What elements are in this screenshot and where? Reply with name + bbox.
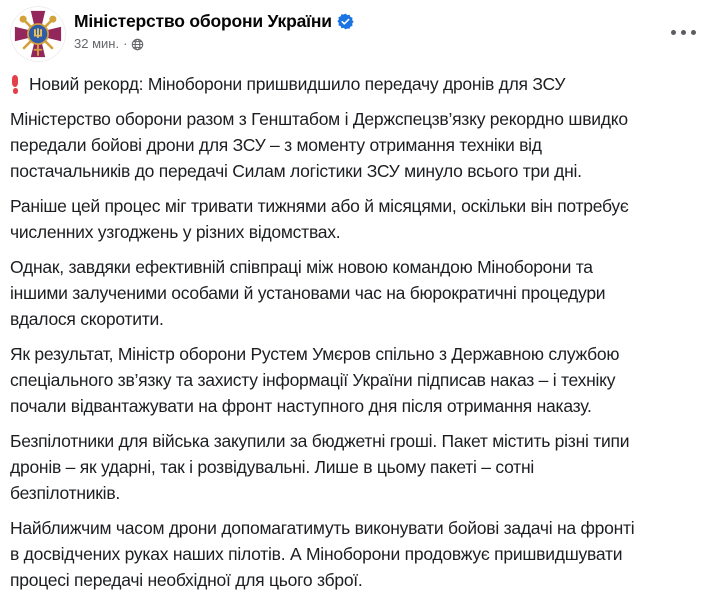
text-line: Безпілотники для війська закупили за бюджетні гроші. Пакет містить різні типи	[10, 431, 630, 451]
text-line: постачальників до передачі Силам логістики ЗСУ минуло всього три дні.	[10, 161, 582, 181]
more-options-button[interactable]	[665, 24, 702, 41]
post-headline	[10, 71, 706, 97]
globe-public-icon	[131, 38, 144, 51]
text-line: Раніше цей процес міг тривати тижнями або й місяцями, оскільки він потребує	[10, 196, 629, 216]
page-name-link[interactable]: Міністерство оборони України	[74, 11, 332, 31]
dot-separator: ·	[123, 36, 128, 51]
text-line: дронів – як ударні, так і розвідувальні. Лише в цьому пакеті – сотні	[10, 457, 534, 477]
paragraph	[10, 515, 706, 593]
text-line: спеціального зв’язку та захисту інформації України підписав наказ – і техніку	[10, 370, 616, 390]
mod-ukraine-emblem-icon	[10, 6, 66, 62]
name-row	[74, 11, 354, 32]
paragraph	[10, 428, 706, 506]
paragraph	[10, 341, 706, 419]
red-exclamation-icon	[12, 75, 19, 94]
dot-icon	[671, 30, 676, 35]
text-line: Однак, завдяки ефективній співпраці між новою командою Міноборони та	[10, 257, 593, 277]
text-line: вдалося скоротити.	[10, 309, 164, 329]
text-line: в досвідчених руках наших пілотів. А Міноборони продовжує пришвидшувати	[10, 544, 623, 564]
paragraph	[10, 254, 706, 332]
headline-text: Новий рекорд: Міноборони пришвидшило передачу дронів для ЗСУ	[29, 74, 566, 94]
text-line: передали бойові дрони для ЗСУ – з моменту отримання техніки від	[10, 135, 542, 155]
text-line: численних узгоджень у різних відомствах.	[10, 222, 341, 242]
verified-badge-icon	[337, 13, 354, 30]
post-header	[0, 0, 716, 62]
dot-icon	[691, 30, 696, 35]
paragraph	[10, 193, 706, 245]
text-line: безпілотників.	[10, 483, 120, 503]
text-line: Міністерство оборони разом з Генштабом і Держспецзв’язку рекордно швидко	[10, 109, 628, 129]
dot-icon	[681, 30, 686, 35]
text-line: іншими залученими особами й установами час на бюрократичні процедури	[10, 283, 606, 303]
timestamp-row	[74, 36, 354, 51]
paragraph	[10, 106, 706, 184]
text-line: процесі передачі необхідної для цього зброї.	[10, 570, 363, 590]
post-body	[0, 62, 716, 593]
header-meta	[74, 6, 354, 51]
text-line: почали відвантажувати на фронт наступного дня після отримання наказу.	[10, 396, 592, 416]
page-avatar[interactable]	[10, 6, 66, 62]
text-line: Найближчим часом дрони допомагатимуть виконувати бойові задачі на фронті	[10, 518, 635, 538]
timestamp-link[interactable]: 32 мин.	[74, 36, 120, 51]
text-line: Як результат, Міністр оборони Рустем Умєров спільно з Державною службою	[10, 344, 620, 364]
